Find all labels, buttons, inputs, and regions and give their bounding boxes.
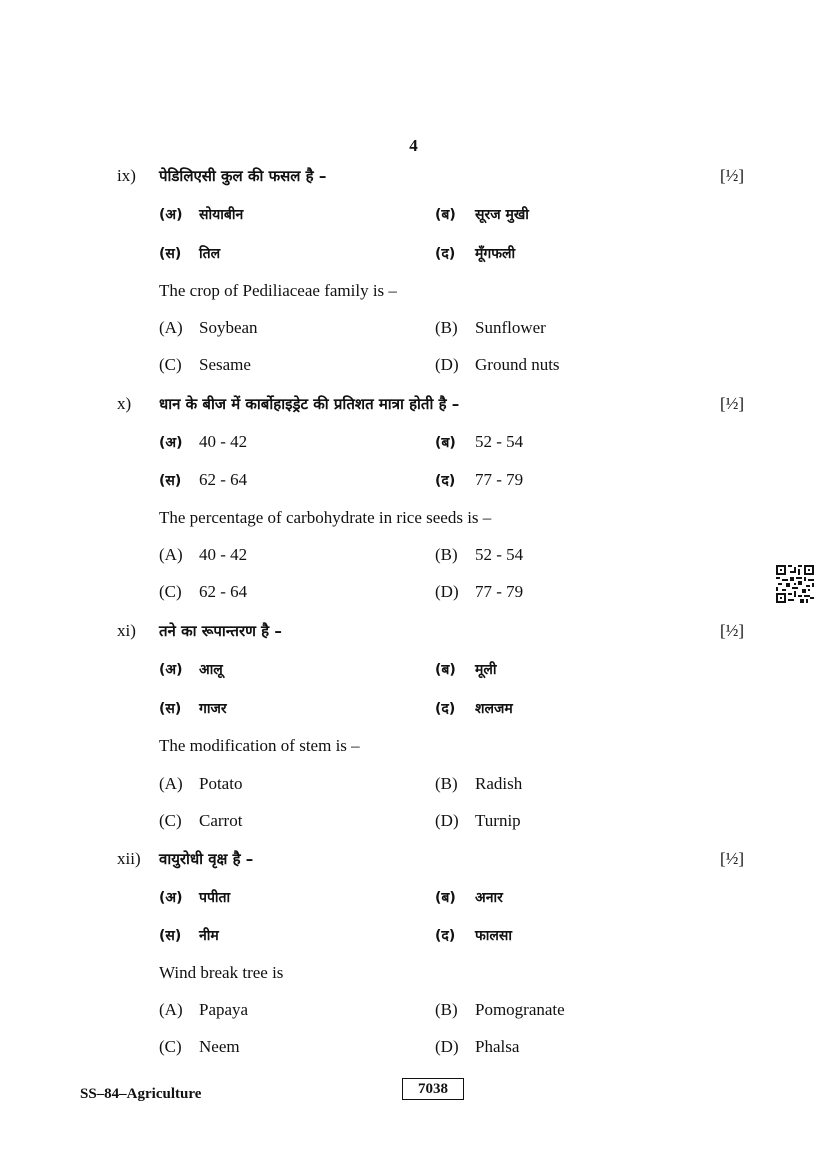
- option-d-hindi: (द) शलजम: [435, 701, 513, 717]
- hindi-option-row: [0, 244, 827, 268]
- option-d-hindi: (द) 77 - 79: [435, 470, 524, 489]
- english-option-row: [0, 318, 827, 342]
- option-c-hindi: (स) नीम: [159, 928, 219, 944]
- hindi-option-row: [0, 432, 827, 456]
- question-text-hindi: धान के बीज में कार्बोहाइड्रेट की प्रतिशत मात्रा होती है –: [159, 395, 460, 413]
- hindi-option-row: [0, 470, 827, 494]
- option-b-hindi: (ब) अनार: [435, 890, 503, 906]
- option-a-hindi: (अ) आलू: [159, 662, 223, 678]
- question-marks: [½]: [720, 394, 745, 413]
- hindi-option-row: [0, 699, 827, 723]
- paper-number-box: 7038: [402, 1078, 464, 1100]
- question-line: [0, 166, 827, 190]
- english-option-row: [0, 582, 827, 606]
- option-a-hindi: (अ) पपीता: [159, 890, 231, 906]
- question-number: xi): [117, 621, 136, 640]
- option-d-english: (D) Turnip: [435, 811, 521, 830]
- question-number: xii): [117, 849, 141, 868]
- option-c-english: (C) Carrot: [159, 811, 243, 830]
- question-text-english: The crop of Pediliaceae family is –: [159, 281, 397, 300]
- option-b-english: (B) Sunflower: [435, 318, 546, 337]
- option-d-hindi: (द) फालसा: [435, 928, 513, 944]
- question-line: [0, 621, 827, 645]
- hindi-option-row: [0, 888, 827, 912]
- question-number: ix): [117, 166, 136, 185]
- option-d-english: (D) Phalsa: [435, 1037, 520, 1056]
- option-c-hindi: (स) 62 - 64: [159, 470, 248, 489]
- english-option-row: [0, 1000, 827, 1024]
- option-b-english: (B) Pomogranate: [435, 1000, 565, 1019]
- question-text-hindi: पेडिलिएसी कुल की फसल है –: [159, 167, 327, 185]
- page-number: 4: [409, 136, 418, 155]
- option-b-hindi: (ब) सूरज मुखी: [435, 207, 529, 223]
- option-b-hindi: (ब) मूली: [435, 662, 497, 678]
- hindi-option-row: [0, 205, 827, 229]
- question-text-hindi: वायुरोधी वृक्ष है –: [159, 850, 254, 868]
- option-b-hindi: (ब) 52 - 54: [435, 432, 524, 451]
- question-marks: [½]: [720, 621, 745, 640]
- english-option-row: [0, 774, 827, 798]
- option-a-english: (A) Papaya: [159, 1000, 249, 1019]
- option-a-hindi: (अ) सोयाबीन: [159, 207, 244, 223]
- question-marks: [½]: [720, 166, 745, 185]
- option-c-hindi: (स) तिल: [159, 246, 221, 262]
- option-a-english: (A) Soybean: [159, 318, 258, 337]
- option-c-english: (C) 62 - 64: [159, 582, 248, 601]
- qr-code-icon: [776, 565, 814, 603]
- option-c-english: (C) Neem: [159, 1037, 240, 1056]
- english-option-row: [0, 811, 827, 835]
- option-b-english: (B) Radish: [435, 774, 523, 793]
- question-number: x): [117, 394, 132, 413]
- option-d-english: (D) 77 - 79: [435, 582, 524, 601]
- option-a-hindi: (अ) 40 - 42: [159, 432, 248, 451]
- option-b-english: (B) 52 - 54: [435, 545, 524, 564]
- question-marks: [½]: [720, 849, 745, 868]
- option-a-english: (A) 40 - 42: [159, 545, 248, 564]
- option-d-english: (D) Ground nuts: [435, 355, 560, 374]
- question-text-hindi: तने का रूपान्तरण है –: [159, 622, 282, 640]
- option-a-english: (A) Potato: [159, 774, 243, 793]
- english-option-row: [0, 1037, 827, 1061]
- question-line: [0, 849, 827, 873]
- english-option-row: [0, 355, 827, 379]
- option-d-hindi: (द) मूँगफली: [435, 246, 516, 262]
- option-c-english: (C) Sesame: [159, 355, 251, 374]
- question-text-english: The percentage of carbohydrate in rice seeds is –: [159, 508, 492, 527]
- question-text-english: The modification of stem is –: [159, 736, 360, 755]
- hindi-option-row: [0, 926, 827, 950]
- question-text-english: Wind break tree is: [159, 963, 284, 982]
- english-option-row: [0, 545, 827, 569]
- paper-code: SS–84–Agriculture: [80, 1086, 202, 1102]
- hindi-option-row: [0, 660, 827, 684]
- question-line: [0, 394, 827, 418]
- option-c-hindi: (स) गाजर: [159, 701, 227, 717]
